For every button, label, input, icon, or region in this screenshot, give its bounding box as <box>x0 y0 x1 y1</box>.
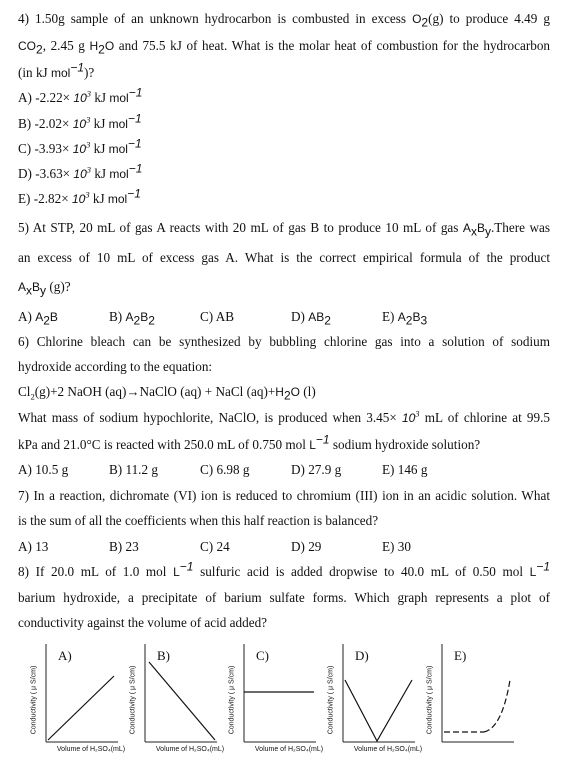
subscript: 2 <box>30 391 35 402</box>
graph-b[interactable] <box>117 640 225 760</box>
exponent: 3 <box>86 164 92 175</box>
q6-line-5 <box>18 432 550 454</box>
graph-letter: E) <box>454 648 467 663</box>
unit: kJ <box>90 116 109 131</box>
exponent: −1 <box>128 85 143 100</box>
exponent: −1 <box>70 60 84 75</box>
ten: 10 <box>73 167 87 181</box>
graph-a-plot <box>18 640 118 760</box>
graph-c[interactable] <box>216 640 324 760</box>
q6-line-2: hydroxide according to the equation: <box>18 359 213 374</box>
subscript: 2 <box>36 42 43 57</box>
increasing-line <box>48 676 114 740</box>
option-label: D) <box>291 309 309 324</box>
q6-text: kPa and 21.0°C is reacted with 250.0 mL of 0.750 mol <box>18 437 310 452</box>
q4-line-3 <box>18 60 550 82</box>
q6-line-1: 6) Chlorine bleach can be synthesized by bubbling chlorine gas into a solution of sodium <box>18 334 550 349</box>
subscript: 2 <box>405 313 413 328</box>
q5-option-a[interactable] <box>18 308 58 326</box>
q7-option-c[interactable]: C) 24 <box>200 539 230 554</box>
q5-line-1 <box>18 219 550 237</box>
equation-text: (g)+2 NaOH (aq)→NaClO (aq) + NaCl (aq)+ <box>34 384 276 399</box>
unit: mol <box>109 91 129 105</box>
unit: L <box>529 565 537 579</box>
graph-letter: D) <box>355 648 369 663</box>
q5-option-c[interactable]: C) AB <box>200 309 235 324</box>
graph-b-plot <box>117 640 217 760</box>
subscript: 2 <box>98 42 105 57</box>
option-text: B) -2.02× <box>18 116 73 131</box>
q6-text: What mass of sodium hypochlorite, NaClO, is produced when 3.45× <box>18 410 402 425</box>
q4-option-a[interactable] <box>18 85 550 107</box>
q6-equation <box>18 383 550 401</box>
option-label: B) <box>109 309 126 324</box>
unit: mol <box>107 192 128 206</box>
q6-option-d[interactable]: D) 27.9 g <box>291 462 342 477</box>
equation-text: Cl <box>18 384 31 399</box>
q5-option-d[interactable] <box>291 308 331 326</box>
subscript: 3 <box>420 313 428 328</box>
ten: 10 <box>72 142 87 156</box>
q7-line-2: is the sum of all the coefficients when this half reaction is balanced? <box>18 513 379 528</box>
exponent: −1 <box>179 559 194 574</box>
unit: kJ <box>91 166 110 181</box>
q4-text: (g) to produce 4.49 g <box>428 11 550 26</box>
ten: 10 <box>73 91 87 105</box>
formula: A <box>462 221 471 235</box>
formula: AB <box>308 310 325 324</box>
equation-text: (l) <box>299 384 316 399</box>
exponent: −1 <box>127 186 141 201</box>
unit: mol <box>50 66 71 80</box>
subscript: x <box>26 283 33 298</box>
graph-a[interactable] <box>18 640 126 760</box>
q5-text: (g)? <box>46 279 71 294</box>
unit: mol <box>109 167 129 181</box>
q4-text: 4) 1.50g sample of an unknown hydrocarbon is combusted in excess <box>18 11 413 26</box>
formula: H <box>275 385 284 399</box>
h2o-formula: H <box>89 39 99 53</box>
option-text: A) -2.22× <box>18 90 74 105</box>
option-text: E) -2.82× <box>18 191 72 206</box>
q6-option-b[interactable]: B) 11.2 g <box>109 462 158 477</box>
q4-text: , 2.45 g <box>42 38 90 53</box>
exponent: −1 <box>128 161 143 176</box>
rising-curve <box>484 680 510 732</box>
formula: A <box>35 310 44 324</box>
unit: L <box>173 565 180 579</box>
ten: 10 <box>71 192 86 206</box>
q5-text: .There was <box>490 220 551 235</box>
q4-option-b[interactable] <box>18 111 550 133</box>
q5-option-e[interactable] <box>382 308 427 326</box>
graph-e-plot <box>414 640 514 760</box>
q4-text: (in kJ <box>18 65 51 80</box>
formula: B <box>32 280 41 294</box>
graph-c-plot <box>216 640 316 760</box>
q4-text: )? <box>84 65 95 80</box>
formula: B <box>412 310 421 324</box>
q7-line-1: 7) In a reaction, dichromate (VI) ion is reduced to chromium (III) ion in an acidic solution. What <box>18 488 550 503</box>
y-axis-label: Conductivity ( μ S/cm) <box>426 665 434 735</box>
q6-option-e[interactable]: E) 146 g <box>382 462 428 477</box>
q8-line-3: conductivity against the volume of acid added? <box>18 615 268 630</box>
q7-option-e[interactable]: E) 30 <box>382 539 411 554</box>
unit: kJ <box>90 141 109 156</box>
formula: B <box>49 310 58 324</box>
formula: A <box>125 310 134 324</box>
y-axis-label: Conductivity ( μ S/cm) <box>129 665 137 735</box>
y-axis-label: Conductivity ( μ S/cm) <box>228 665 236 735</box>
subscript: 2 <box>283 388 291 403</box>
v-shape-line <box>345 680 412 741</box>
q6-text: mL of chlorine at 99.5 <box>419 410 550 425</box>
q5-line-3 <box>18 278 550 296</box>
unit: mol <box>108 117 128 131</box>
formula: B <box>140 310 149 324</box>
graph-d[interactable] <box>315 640 423 760</box>
unit: kJ <box>91 90 110 105</box>
q5-text: 5) At STP, 20 mL of gas A reacts with 20 mL of gas B to produce 10 mL of gas <box>18 220 463 235</box>
unit: L <box>309 438 316 452</box>
exponent: −1 <box>536 559 551 574</box>
q6-option-c[interactable]: C) 6.98 g <box>200 462 250 477</box>
q4-text: and 75.5 kJ of heat. What is the molar heat of combustion for the hydrocarbon <box>114 38 551 53</box>
q4-option-e[interactable] <box>18 186 550 208</box>
formula: A <box>397 310 406 324</box>
q8-text: 8) If 20.0 mL of 1.0 mol <box>18 564 174 579</box>
ten: 10 <box>72 117 87 131</box>
formula: A <box>18 280 27 294</box>
subscript: 2 <box>324 313 331 328</box>
q4-line-2 <box>18 37 550 55</box>
x-axis-label: Volume of H₂SO₄(mL) <box>353 746 423 753</box>
exponent: −1 <box>315 432 330 447</box>
q8-text: sulfuric acid is added dropwise to 40.0 mL of 0.50 mol <box>193 564 530 579</box>
option-text: D) -3.63× <box>18 166 74 181</box>
subscript: y <box>40 283 47 298</box>
q6-line-4 <box>18 409 550 427</box>
graph-letter: B) <box>157 648 170 663</box>
subscript: 2 <box>421 15 429 30</box>
q4-option-c[interactable] <box>18 136 550 158</box>
unit: kJ <box>89 191 108 206</box>
graph-letter: A) <box>58 648 72 663</box>
co2-formula: CO <box>18 39 36 53</box>
decreasing-line <box>149 662 215 740</box>
exponent: −1 <box>127 111 142 126</box>
x-axis-label: Volume of H₂SO₄(mL) <box>254 746 324 753</box>
exponent: 3 <box>86 88 92 99</box>
subscript: x <box>470 224 477 239</box>
formula: B <box>476 221 485 235</box>
q6-option-a[interactable]: A) 10.5 g <box>18 462 69 477</box>
q7-option-a[interactable]: A) 13 <box>18 539 49 554</box>
x-axis-label: Volume of H₂SO₄(mL) <box>155 746 225 753</box>
subscript: y <box>484 224 491 239</box>
q5-option-b[interactable] <box>109 308 155 326</box>
q7-option-d[interactable]: D) 29 <box>291 539 322 554</box>
graph-d-plot <box>315 640 415 760</box>
graph-options <box>18 640 548 760</box>
q7-option-b[interactable]: B) 23 <box>109 539 139 554</box>
q4-line-1 <box>18 10 550 28</box>
exponent: −1 <box>127 136 142 151</box>
q4-option-d[interactable] <box>18 161 550 183</box>
option-label: E) <box>382 309 398 324</box>
subscript: 2 <box>148 313 155 328</box>
h2o-formula: O <box>104 39 115 53</box>
unit: mol <box>108 142 128 156</box>
q8-line-1 <box>18 559 551 581</box>
exponent: 3 <box>415 408 420 419</box>
q5-line-2: an excess of 10 mL of excess gas A. What is the correct empirical formula of the product <box>18 250 550 265</box>
graph-e[interactable] <box>414 640 514 760</box>
graph-letter: C) <box>256 648 269 663</box>
formula: O <box>290 385 300 399</box>
o2-formula: O <box>412 12 422 26</box>
option-text: C) -3.93× <box>18 141 73 156</box>
x-axis-label: Volume of H₂SO₄(mL) <box>56 746 126 753</box>
exponent: 3 <box>85 189 90 200</box>
subscript: 2 <box>133 313 141 328</box>
exponent: 3 <box>86 139 91 150</box>
y-axis-label: Conductivity ( μ S/cm) <box>30 665 38 735</box>
q6-text: sodium hydroxide solution? <box>329 437 481 452</box>
subscript: 2 <box>43 313 50 328</box>
exponent: 3 <box>86 114 91 125</box>
q8-line-2: barium hydroxide, a precipitate of barium sulfate forms. Which graph represents a plot of <box>18 590 550 605</box>
y-axis-label: Conductivity ( μ S/cm) <box>327 665 335 735</box>
option-label: A) <box>18 309 36 324</box>
ten: 10 <box>401 411 416 425</box>
